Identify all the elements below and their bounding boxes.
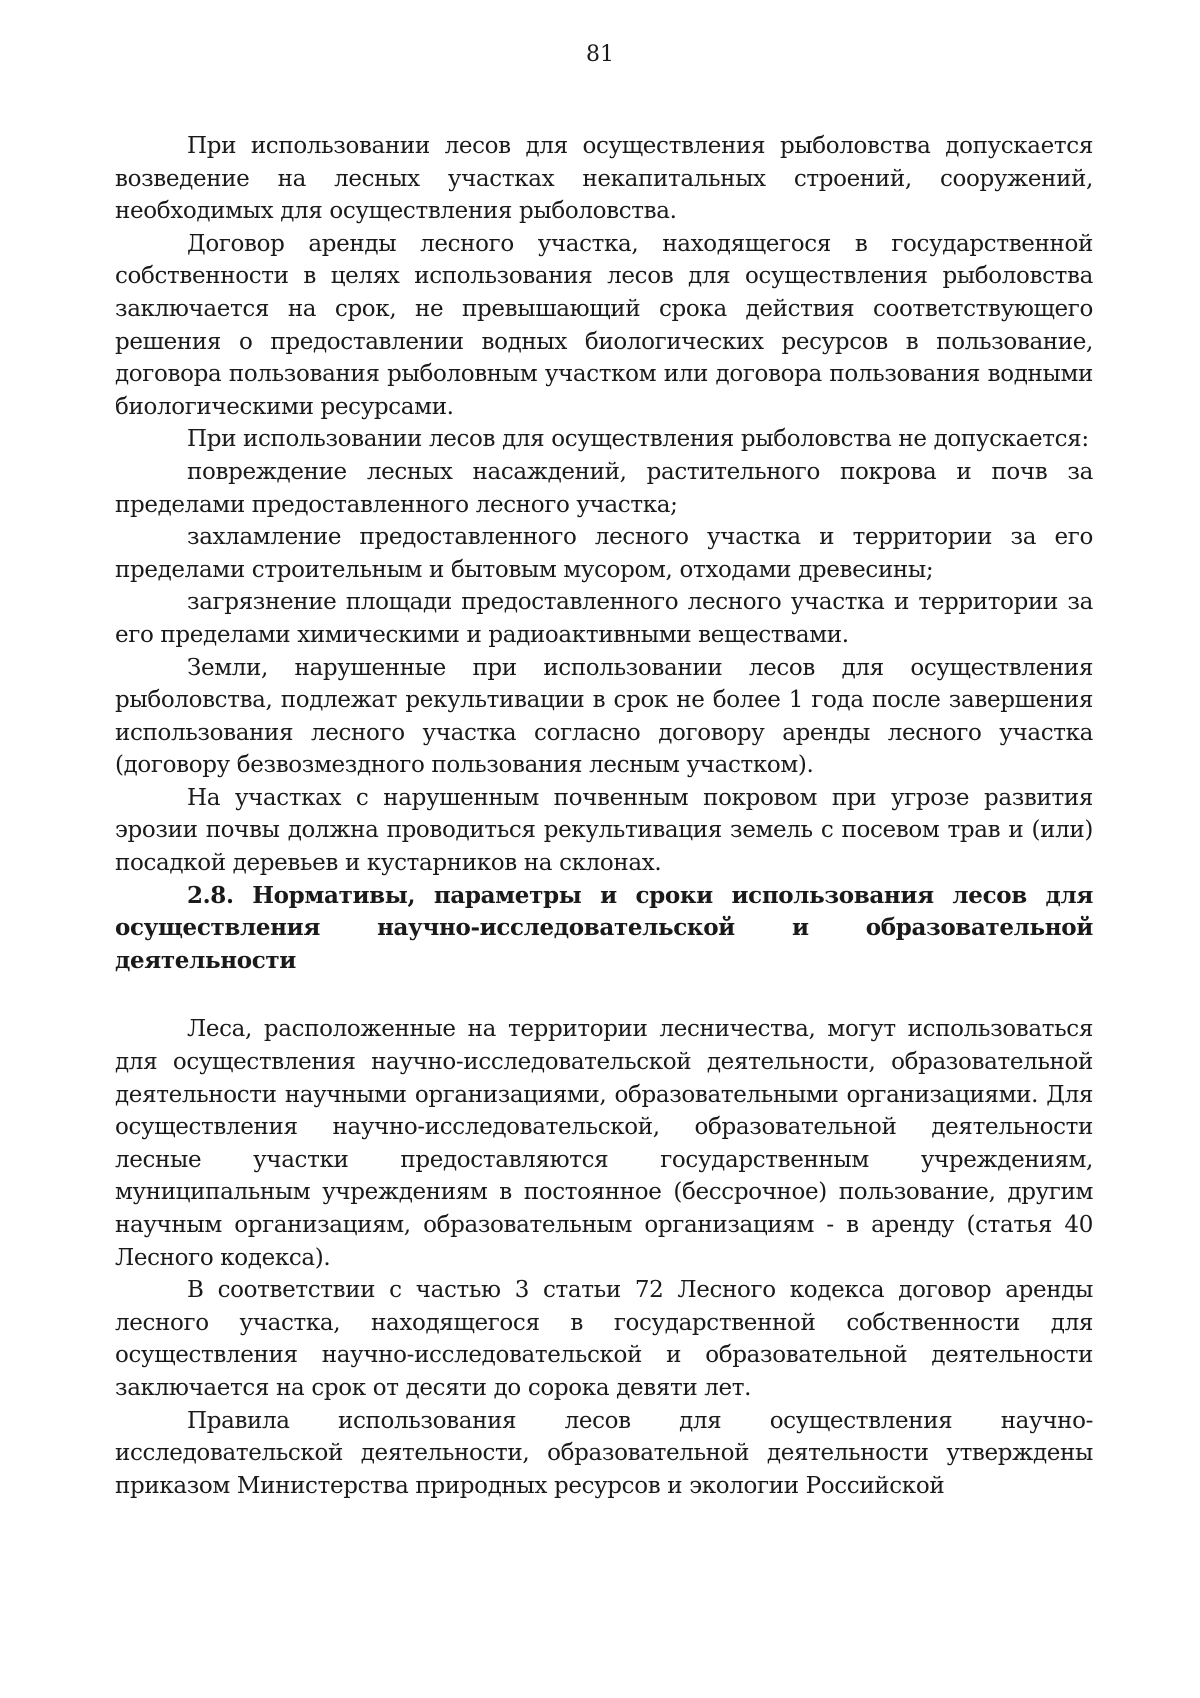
document-body (115, 130, 1093, 1502)
paragraph-prohibition-littering: захламление предоставленного лесного участка и территории за его пределами строительным и бытовым мусором, отходами древесины; (115, 524, 1093, 583)
paragraph-recultivation: Земли, нарушенные при использовании лесов для осуществления рыболовства, подлежат рекультивации в срок не более 1 года после завершения использования лесного участка согласно договору аренды лесного участка (договору безвозмездного пользования лесным участком). (115, 654, 1093, 779)
paragraph-lease-term-fishing: Договор аренды лесного участка, находящегося в государственной собственности в целях использования лесов для осуществления рыболовства заключается на срок, не превышающий срока действия соответствующего решения о предоставлении водных биологических ресурсов в пользование, договора пользования рыболовным участком или договора пользования водными биологическими ресурсами. (115, 230, 1093, 420)
paragraph-research-lease-term: В соответствии с частью 3 статьи 72 Лесного кодекса договор аренды лесного участка, находящегося в государственной собственности для осуществления научно-исследовательской и образовательной деятельности заключается на срок от десяти до сорока девяти лет. (115, 1277, 1093, 1401)
page-number: 81 (586, 42, 614, 67)
paragraph-prohibitions-intro: При использовании лесов для осуществления рыболовства не допускается: (187, 426, 1089, 453)
paragraph-research-forests: Леса, расположенные на территории лесничества, могут использоваться для осуществления научно-исследовательской деятельности, образовательной деятельности научными организациями, образовательными организациями. Для осуществления научно-исследовательской, образовательной деятельности лесные участки предоставляются государственным учреждениям, муниципальным учреждениям в постоянное (бессрочное) пользование, другим научным организациям, образовательным организациям - в аренду (статья 40 Лесного кодекса). (115, 1016, 1093, 1271)
paragraph-fishing-structures: При использовании лесов для осуществления рыболовства допускается возведение на лесных участках некапитальных строений, сооружений, необходимых для осуществления рыболовства. (115, 133, 1093, 225)
paragraph-erosion: На участках с нарушенным почвенным покровом при угрозе развития эрозии почвы должна проводиться рекультивация земель с посевом трав и (или) посадкой деревьев и кустарников на склонах. (115, 784, 1093, 877)
paragraph-research-rules: Правила использования лесов для осуществления научно-исследовательской деятельности, образовательной деятельности утверждены приказом Министерства природных ресурсов и экологии Российской (115, 1407, 1093, 1499)
paragraph-prohibition-damage: повреждение лесных насаждений, растительного покрова и почв за пределами предоставленного лесного участка; (115, 458, 1093, 518)
section-heading: 2.8. Нормативы, параметры и сроки использования лесов для осуществления научно-исследовательской и образовательной деятельности (115, 881, 1093, 974)
paragraph-prohibition-pollution: загрязнение площади предоставленного лесного участка и территории за его пределами химическими и радиоактивными веществами. (115, 589, 1093, 648)
